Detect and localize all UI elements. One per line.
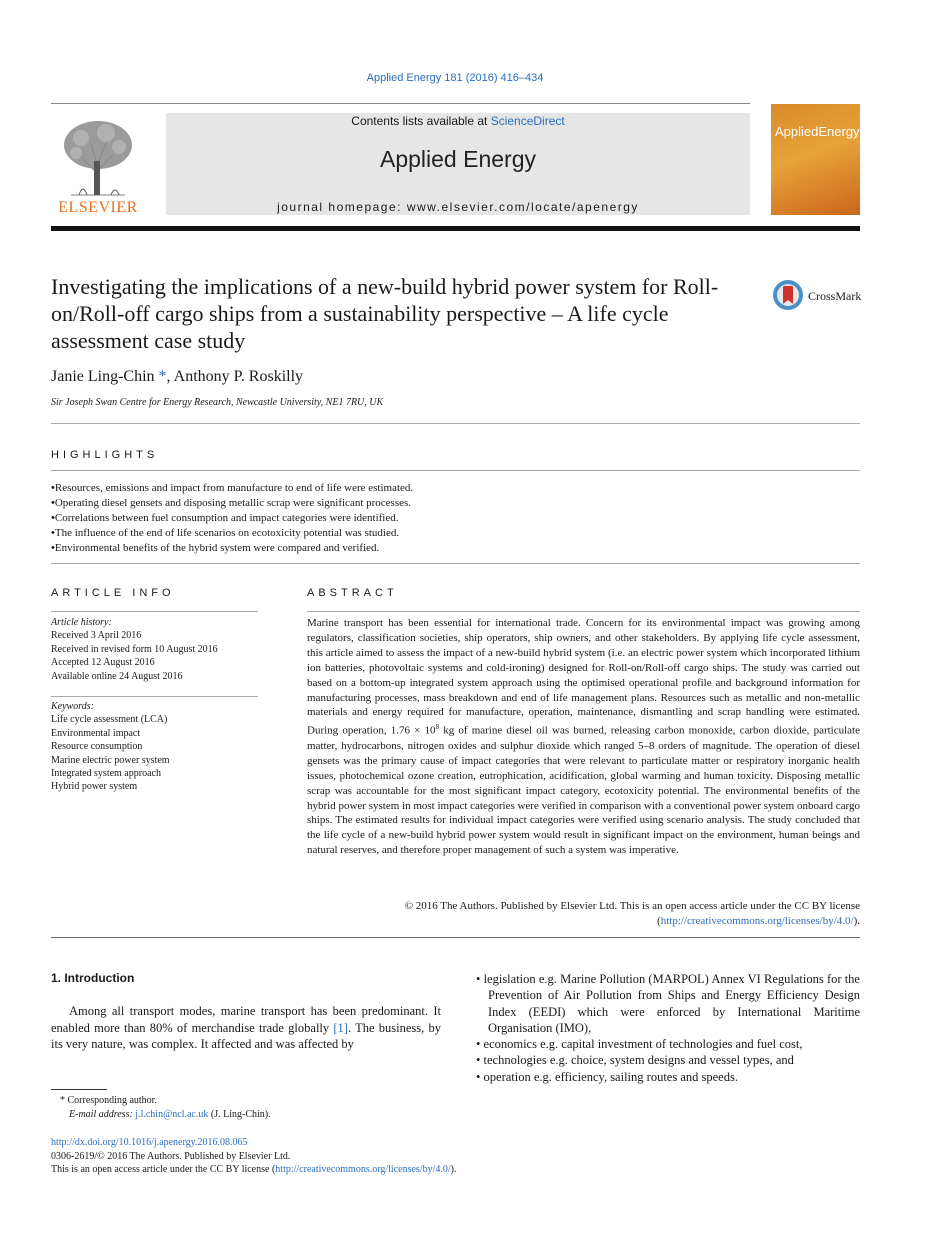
keyword: Integrated system approach <box>51 768 161 780</box>
keyword: Environmental impact <box>51 727 141 739</box>
journal-reference[interactable]: Applied Energy 181 (2016) 416–434 <box>366 72 544 84</box>
divider <box>51 563 860 564</box>
email-link[interactable]: j.l.chin@ncl.ac.uk <box>135 1109 209 1120</box>
divider <box>51 470 860 471</box>
list-item: • legislation e.g. Marine Pollution (MARPOL) Annex VI Regulations for the Prevention of Air Pollution from Ships and Energy Efficiency Design Index (EEDI) which were enforced by International Maritime Organisation (IMO), <box>476 971 860 1036</box>
abstract-heading: ABSTRACT <box>307 587 398 599</box>
abstract-copyright <box>307 899 860 929</box>
highlight-item: • Environmental benefits of the hybrid system were compared and verified. <box>51 541 860 556</box>
history-entry: Available online 24 August 2016 <box>51 670 183 682</box>
elsevier-wordmark: ELSEVIER <box>58 199 138 216</box>
author-list <box>51 368 303 386</box>
email-suffix: (J. Ling-Chin). <box>208 1109 271 1120</box>
contents-line <box>166 114 750 128</box>
divider <box>307 611 860 612</box>
citation-link[interactable]: [1] <box>333 1020 348 1035</box>
article-title: Investigating the implications of a new-build hybrid power system for Roll-on/Roll-off cargo ships from a sustainability perspective – A life cycle assessment case study <box>51 274 719 353</box>
divider <box>51 696 258 697</box>
journal-cover-image[interactable] <box>771 104 860 215</box>
keyword: Life cycle assessment (LCA) <box>51 714 168 726</box>
footnote-rule <box>51 1089 107 1090</box>
intro-text: Among all transport modes, marine transport has been predominant. It enabled more than 80% of merchandise trade globally <box>51 1004 441 1035</box>
license-link[interactable]: http://creativecommons.org/licenses/by/4.0/ <box>660 915 854 927</box>
keywords-label: Keywords: <box>51 701 94 712</box>
journal-cover-title: AppliedEnergy <box>775 124 860 139</box>
article-history <box>51 616 258 683</box>
crossmark-label[interactable]: CrossMark <box>808 289 862 303</box>
highlights-heading: HIGHLIGHTS <box>51 449 159 461</box>
intro-bullet-list <box>476 971 860 1085</box>
contents-prefix: Contents lists available at <box>351 114 491 128</box>
doi-link[interactable]: http://dx.doi.org/10.1016/j.apenergy.2016.08.065 <box>51 1137 248 1148</box>
sciencedirect-link[interactable]: ScienceDirect <box>490 114 565 128</box>
journal-name: Applied Energy <box>380 146 536 172</box>
header-top-rule <box>51 103 750 104</box>
keyword: Hybrid power system <box>51 781 138 793</box>
corresponding-author-mark[interactable]: * <box>154 368 167 385</box>
email-note <box>69 1108 271 1121</box>
open-access-line <box>51 1163 456 1177</box>
copyright-text: © 2016 The Authors. Published by Elsevier Ltd. This is an open access article under the CC BY license ( <box>404 900 860 927</box>
divider <box>51 611 258 612</box>
abstract-exponent: 8 <box>435 723 440 732</box>
list-item: • economics e.g. capital investment of technologies and fuel cost, <box>476 1036 860 1052</box>
section-heading: 1. Introduction <box>51 971 135 985</box>
highlights-list <box>51 481 860 556</box>
history-entry: Received in revised form 10 August 2016 <box>51 643 218 655</box>
abstract-text <box>307 616 860 858</box>
author-name: , Anthony P. Roskilly <box>166 368 304 385</box>
highlight-item: • Correlations between fuel consumption and impact categories were identified. <box>51 511 860 526</box>
list-item: • technologies e.g. choice, system designs and vessel types, and <box>476 1052 860 1068</box>
divider <box>51 423 860 424</box>
corresponding-note: * Corresponding author. <box>60 1095 157 1106</box>
divider <box>51 937 860 938</box>
intro-text: . The business, by its very nature, was complex. It affected and was affected by <box>51 1020 441 1051</box>
abstract-part: Marine transport has been essential for international trade. Concern for its environmental impact was growing among regulators, classification societies, ship operators, ship owners, and other stakeholders. By applying life cycle assessment, this article aimed to assess the impact of a new-build hybrid system (i.e. an electric power system which incorporated lithium ion batteries, photovoltaic systems and cold-ironing) designed for Roll-on/Roll-off cargo ships. The study was carried out based on a bottom-up integrated system approach using the optimised operational profile and background information for manufacturing processes, mass breakdown and end of life management plans. Resources such as metallic and non-metallic materials and energy required for manufacture, operation, maintenance, dismantling and scrap handling were estimated. During operation, 1.76 × 10 <box>307 617 860 737</box>
affiliation: Sir Joseph Swan Centre for Energy Research, Newcastle University, NE1 7RU, UK <box>51 397 384 408</box>
open-access-prefix: This is an open access article under the CC BY license ( <box>51 1164 276 1175</box>
history-entry: Accepted 12 August 2016 <box>51 657 155 669</box>
email-label: E-mail address: <box>69 1109 136 1120</box>
highlight-item: • The influence of the end of life scenarios on ecotoxicity potential was studied. <box>51 526 860 541</box>
open-access-link[interactable]: http://creativecommons.org/licenses/by/4.0/ <box>275 1164 451 1175</box>
highlight-item: • Operating diesel gensets and disposing metallic scrap were significant processes. <box>51 496 860 511</box>
intro-paragraph <box>51 1003 441 1053</box>
crossmark-icon[interactable] <box>772 279 804 311</box>
copyright-end: ). <box>853 915 860 927</box>
keyword: Marine electric power system <box>51 754 170 766</box>
keywords <box>51 700 258 794</box>
abstract-part: kg of marine diesel oil was burned, releasing carbon monoxide, carbon dioxide, particulate matter, hydrocarbons, nitrogen oxides and sulphur dioxide which ranged 5–8 orders of magnitude. The operation of diesel gensets was the primary cause of impact categories that were relevant to particulate matter or respiratory inorganic health issues, photochemical ozone creation, eutrophication, acidification, global warming and human toxicity. Disposing metallic scrap was accountable for the most significant impact category, ecotoxicity potential. The environmental benefits of the hybrid power system in most impact categories were verified in comparison with a conventional power system onboard cargo ships. The estimated results for individual impact categories were verified using scenario analysis. The study concluded that the life cycle of a new-build hybrid power system would result in significant impact on the environment, human beings and natural reserves, and therefore proper management of such a system was imperative. <box>307 725 861 857</box>
list-item: • operation e.g. efficiency, sailing routes and speeds. <box>476 1069 860 1085</box>
open-access-suffix: ). <box>450 1164 457 1175</box>
header-thick-rule <box>51 226 860 231</box>
article-info-heading: ARTICLE INFO <box>51 587 175 599</box>
keyword: Resource consumption <box>51 741 143 753</box>
publication-info <box>51 1136 456 1177</box>
author-name: Janie Ling-Chin <box>51 368 155 385</box>
issn-line: 0306-2619/© 2016 The Authors. Published by Elsevier Ltd. <box>51 1150 291 1162</box>
journal-homepage[interactable]: journal homepage: www.elsevier.com/locate/apenergy <box>277 200 639 214</box>
history-label: Article history: <box>51 617 112 628</box>
history-entry: Received 3 April 2016 <box>51 630 142 642</box>
highlight-item: • Resources, emissions and impact from manufacture to end of life were estimated. <box>51 481 860 496</box>
